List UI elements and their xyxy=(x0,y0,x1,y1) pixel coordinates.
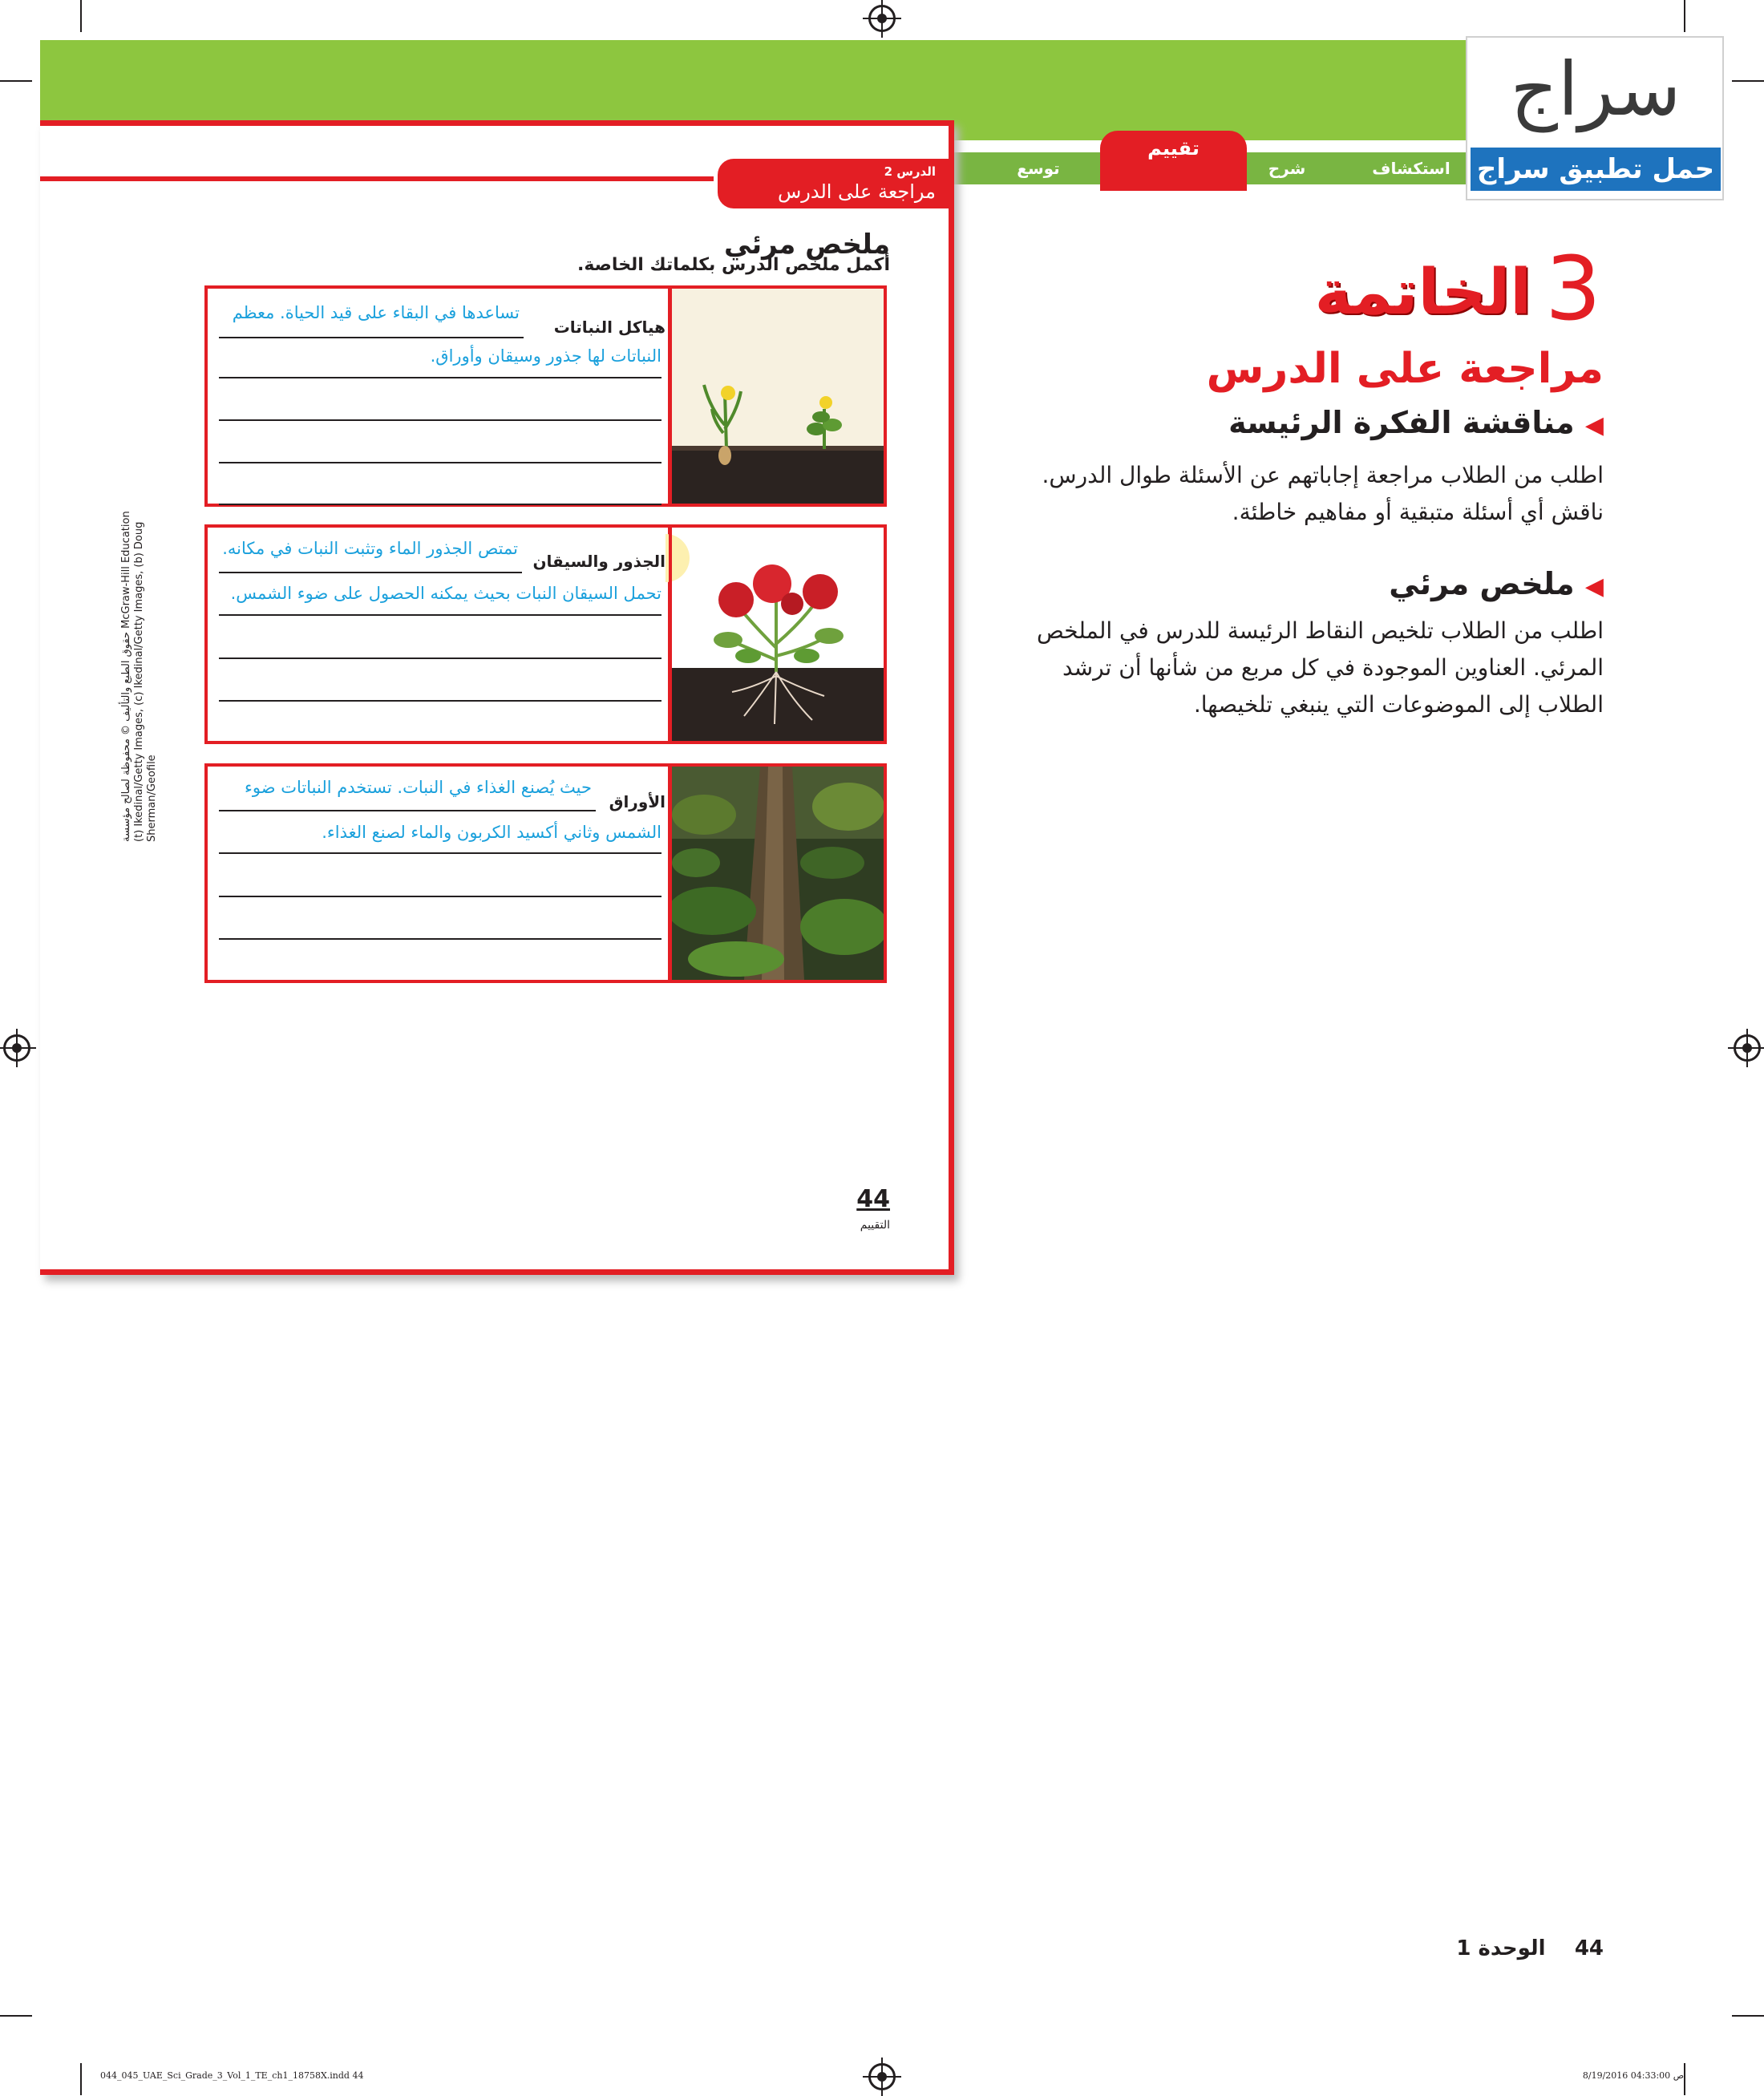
answer-line xyxy=(219,614,662,616)
workbook-page-number: 44 xyxy=(856,1185,890,1213)
credit-line: حقوق الطبع والتأليف © محفوظة لصالح مؤسسة McGraw-Hill Education xyxy=(120,511,132,842)
answer-text: النباتات لها جذور وسيقان وأوراق. xyxy=(430,346,662,366)
crop-mark xyxy=(1732,2015,1764,2017)
section-heading-text: مناقشة الفكرة الرئيسة xyxy=(1228,405,1575,440)
image-frame xyxy=(669,524,887,744)
answer-text: الشمس وثاني أكسيد الكربون والماء لصنع الغذاء. xyxy=(322,823,662,842)
lesson-name: مراجعة على الدرس xyxy=(777,180,936,203)
answer-text: حيث يُصنع الغذاء في النبات. تستخدم النباتات ضوء xyxy=(245,778,592,797)
answer-line xyxy=(219,504,662,505)
answer-line xyxy=(219,462,662,463)
discuss-paragraph: اطلب من الطلاب مراجعة إجاباتهم عن الأسئلة طوال الدرس. ناقش أي أسئلة متبقية أو مفاهيم خاطئة. xyxy=(1042,462,1604,525)
unit-label: الوحدة 1 xyxy=(1456,1936,1546,1960)
review-title: مراجعة على الدرس xyxy=(1206,345,1604,393)
tab-evaluate[interactable]: تقييم xyxy=(1100,131,1247,191)
answer-line xyxy=(219,810,596,811)
section-heading xyxy=(1123,566,1604,601)
slug-date: 8/19/2016 04:33:00 ص xyxy=(1582,2070,1684,2081)
section-heading xyxy=(1123,405,1604,440)
tab-explain[interactable]: شرح xyxy=(1268,159,1306,178)
answer-line xyxy=(219,658,662,659)
closing-number: 3 xyxy=(1545,237,1601,340)
row-label: هياكل النباتات xyxy=(553,318,666,337)
image-frame xyxy=(669,285,887,507)
crop-mark xyxy=(0,2015,32,2017)
answer-line xyxy=(219,572,522,573)
row-label: الجذور والسيقان xyxy=(532,552,666,571)
logo-wordmark: سراج xyxy=(1510,47,1681,132)
registration-mark-icon xyxy=(3,1034,30,1062)
registration-mark-icon xyxy=(868,5,896,32)
photo-credit xyxy=(120,489,168,842)
answer-line xyxy=(219,700,662,702)
triangle-bullet-icon: ◀ xyxy=(1584,411,1604,439)
section-heading-text: ملخص مرئي xyxy=(1389,566,1575,601)
answer-line xyxy=(219,377,662,378)
divider xyxy=(40,176,714,181)
lesson-tab xyxy=(718,159,950,208)
registration-mark-icon xyxy=(868,2063,896,2090)
download-app-banner[interactable]: حمل تطبيق سراج xyxy=(1471,148,1721,191)
closing-heading: الخاتمة xyxy=(1314,257,1531,329)
crop-mark xyxy=(1684,0,1685,32)
slug-file: 044_045_UAE_Sci_Grade_3_Vol_1_TE_ch1_18758X.indd 44 xyxy=(100,2070,364,2081)
crop-mark xyxy=(0,80,32,82)
answer-line xyxy=(219,896,662,897)
registration-mark-icon xyxy=(1734,1034,1761,1062)
answer-line xyxy=(219,337,524,338)
answer-text: تحمل السيقان النبات بحيث يمكنه الحصول على ضوء الشمس. xyxy=(230,584,662,603)
answer-line xyxy=(219,852,662,854)
workbook-instruction: أكمل ملخص الدرس بكلماتك الخاصة. xyxy=(577,255,890,275)
crop-mark xyxy=(80,0,82,32)
unit-page-number: 44 xyxy=(1574,1936,1604,1960)
workbook-page-label: التقييم xyxy=(860,1219,890,1232)
unit-footer xyxy=(1427,1936,1604,1960)
credit-line: (t) Ikedinal/Getty Images, (c) Ikedinal/Getty Images, (b) Doug Sherman/Geofile xyxy=(133,521,158,842)
answer-line xyxy=(219,938,662,940)
triangle-bullet-icon: ◀ xyxy=(1584,573,1604,601)
answer-text: تساعدها في البقاء على قيد الحياة. معظم xyxy=(232,303,520,322)
image-frame xyxy=(669,763,887,983)
crop-mark xyxy=(1684,2063,1685,2095)
crop-mark xyxy=(1732,80,1764,82)
answer-text: تمتص الجذور الماء وتثبت النبات في مكانه. xyxy=(222,539,518,558)
row-label: الأوراق xyxy=(609,792,666,811)
summary-paragraph: اطلب من الطلاب تلخيص النقاط الرئيسة للدرس في الملخص المرئي. العناوين الموجودة في كل مربع من شأنها أن ترشد الطلاب إلى الموضوعات التي ينبغي تلخيصها. xyxy=(1037,617,1604,718)
crop-mark xyxy=(80,2063,82,2095)
tab-explore[interactable]: استكشاف xyxy=(1372,159,1450,178)
tab-elaborate[interactable]: توسع xyxy=(1017,159,1060,178)
answer-line xyxy=(219,419,662,421)
lesson-number: الدرس 2 xyxy=(884,164,936,179)
workbook-title: ملخص مرئي xyxy=(723,229,890,261)
